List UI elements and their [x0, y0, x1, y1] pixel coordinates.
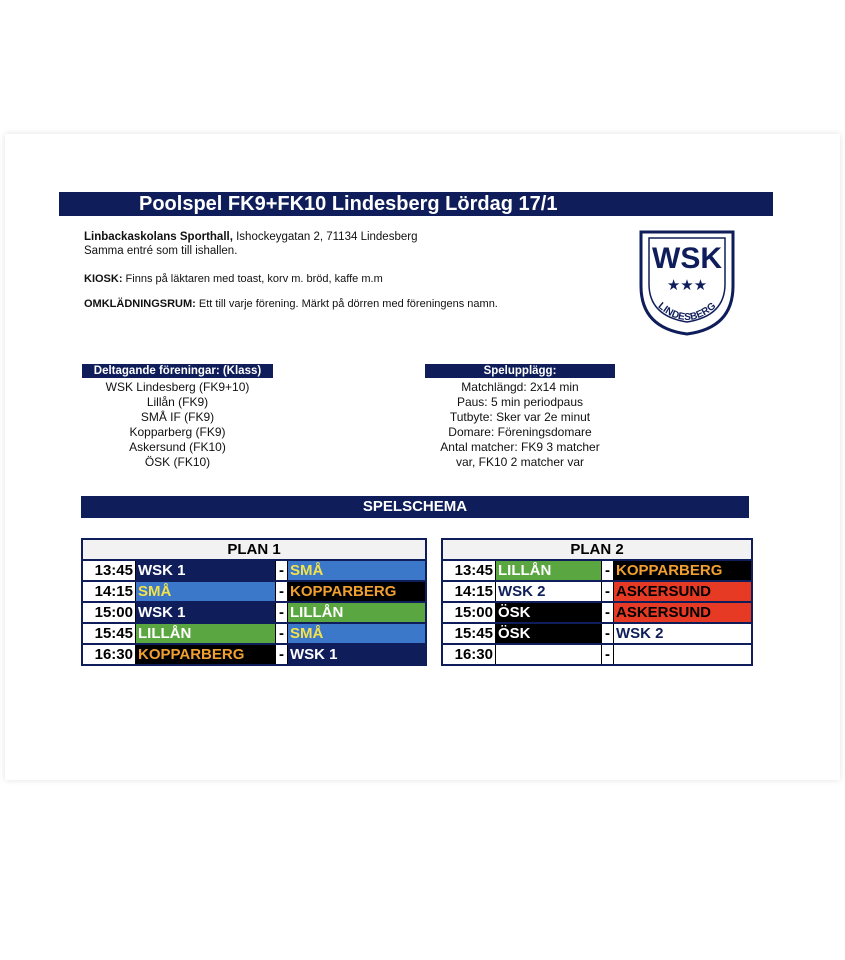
match-time: 13:45 — [443, 561, 496, 580]
logo-text: WSK — [652, 242, 722, 275]
venue-entrance: Samma entré som till ishallen. — [84, 245, 238, 257]
match-time: 13:45 — [83, 561, 136, 580]
match-separator: - — [601, 624, 614, 643]
match-row — [443, 582, 751, 603]
home-team: LILLÅN — [496, 561, 601, 580]
home-team: ÖSK — [496, 603, 601, 622]
match-separator: - — [601, 582, 614, 601]
away-team: ASKERSUND — [614, 603, 751, 622]
away-team — [614, 645, 751, 664]
match-time: 14:15 — [443, 582, 496, 601]
kiosk-label: KIOSK: — [84, 273, 123, 285]
match-separator: - — [275, 561, 288, 580]
away-team: SMÅ — [288, 624, 425, 643]
format-item: Paus: 5 min periodpaus — [456, 395, 584, 409]
match-time: 15:45 — [443, 624, 496, 643]
kiosk-info — [84, 273, 383, 285]
match-row — [83, 603, 425, 624]
format-item: var, FK10 2 matcher var — [455, 455, 585, 469]
match-row — [443, 624, 751, 645]
plan1-table — [81, 538, 427, 666]
venue-address: Ishockeygatan 2, 71134 Lindesberg — [232, 231, 418, 243]
match-row — [83, 645, 425, 664]
match-separator: - — [275, 624, 288, 643]
match-separator: - — [601, 603, 614, 622]
format-item: Antal matcher: FK9 3 matcher — [440, 440, 600, 454]
format-item: Domare: Föreningsdomare — [448, 425, 592, 439]
away-team: WSK 2 — [614, 624, 751, 643]
participant-item: Kopparberg (FK9) — [129, 425, 226, 439]
venue-info — [84, 230, 417, 258]
away-team: SMÅ — [288, 561, 425, 580]
match-separator: - — [601, 561, 614, 580]
format-item: Matchlängd: 2x14 min — [461, 380, 579, 394]
match-time: 16:30 — [83, 645, 136, 664]
match-time: 15:00 — [443, 603, 496, 622]
participants-list — [82, 380, 273, 470]
away-team: LILLÅN — [288, 603, 425, 622]
participant-item: ÖSK (FK10) — [144, 455, 211, 469]
logo-stars: ★★★ — [666, 276, 708, 294]
match-row — [443, 561, 751, 582]
match-time: 16:30 — [443, 645, 496, 664]
away-team: KOPPARBERG — [614, 561, 751, 580]
home-team: SMÅ — [136, 582, 275, 601]
match-row — [443, 603, 751, 624]
changing-room-text: Ett till varje förening. Märkt på dörren med föreningens namn. — [195, 298, 498, 310]
plan2-title: PLAN 2 — [443, 540, 751, 561]
home-team: WSK 1 — [136, 603, 275, 622]
match-separator: - — [601, 645, 614, 664]
away-team: KOPPARBERG — [288, 582, 425, 601]
title-bar — [59, 192, 773, 216]
participants-heading: Deltagande föreningar: (Klass) — [82, 364, 273, 378]
match-separator: - — [275, 582, 288, 601]
participant-item: Askersund (FK10) — [129, 440, 226, 454]
home-team: WSK 2 — [496, 582, 601, 601]
logo-ring-text: LINDESBERG — [655, 300, 719, 324]
match-time: 14:15 — [83, 582, 136, 601]
match-row — [443, 645, 751, 664]
participant-item: Lillån (FK9) — [146, 395, 209, 409]
wsk-lindesberg-logo — [637, 228, 737, 338]
away-team: WSK 1 — [288, 645, 425, 664]
participant-item: SMÅ IF (FK9) — [140, 410, 215, 424]
changing-room-info — [84, 298, 498, 310]
home-team: KOPPARBERG — [136, 645, 275, 664]
match-time: 15:45 — [83, 624, 136, 643]
match-row — [83, 624, 425, 645]
format-list — [415, 380, 625, 470]
plan2-table — [441, 538, 753, 666]
page-title: Poolspel FK9+FK10 Lindesberg Lördag 17/1 — [139, 193, 558, 215]
format-heading: Spelupplägg: — [425, 364, 615, 378]
changing-room-label: OMKLÄDNINGSRUM: — [84, 298, 196, 310]
home-team: WSK 1 — [136, 561, 275, 580]
venue-name: Linbackaskolans Sporthall, — [84, 231, 233, 243]
format-item: Tutbyte: Sker var 2e minut — [449, 410, 591, 424]
match-row — [83, 582, 425, 603]
home-team: LILLÅN — [136, 624, 275, 643]
match-time: 15:00 — [83, 603, 136, 622]
home-team — [496, 645, 601, 664]
document-page — [5, 134, 840, 780]
home-team: ÖSK — [496, 624, 601, 643]
kiosk-text: Finns på läktaren med toast, korv m. bröd, kaffe m.m — [122, 273, 383, 285]
match-separator: - — [275, 603, 288, 622]
plan1-title: PLAN 1 — [83, 540, 425, 561]
away-team: ASKERSUND — [614, 582, 751, 601]
participant-item: WSK Lindesberg (FK9+10) — [105, 380, 250, 394]
match-row — [83, 561, 425, 582]
match-separator: - — [275, 645, 288, 664]
schedule-title: SPELSCHEMA — [81, 496, 749, 518]
